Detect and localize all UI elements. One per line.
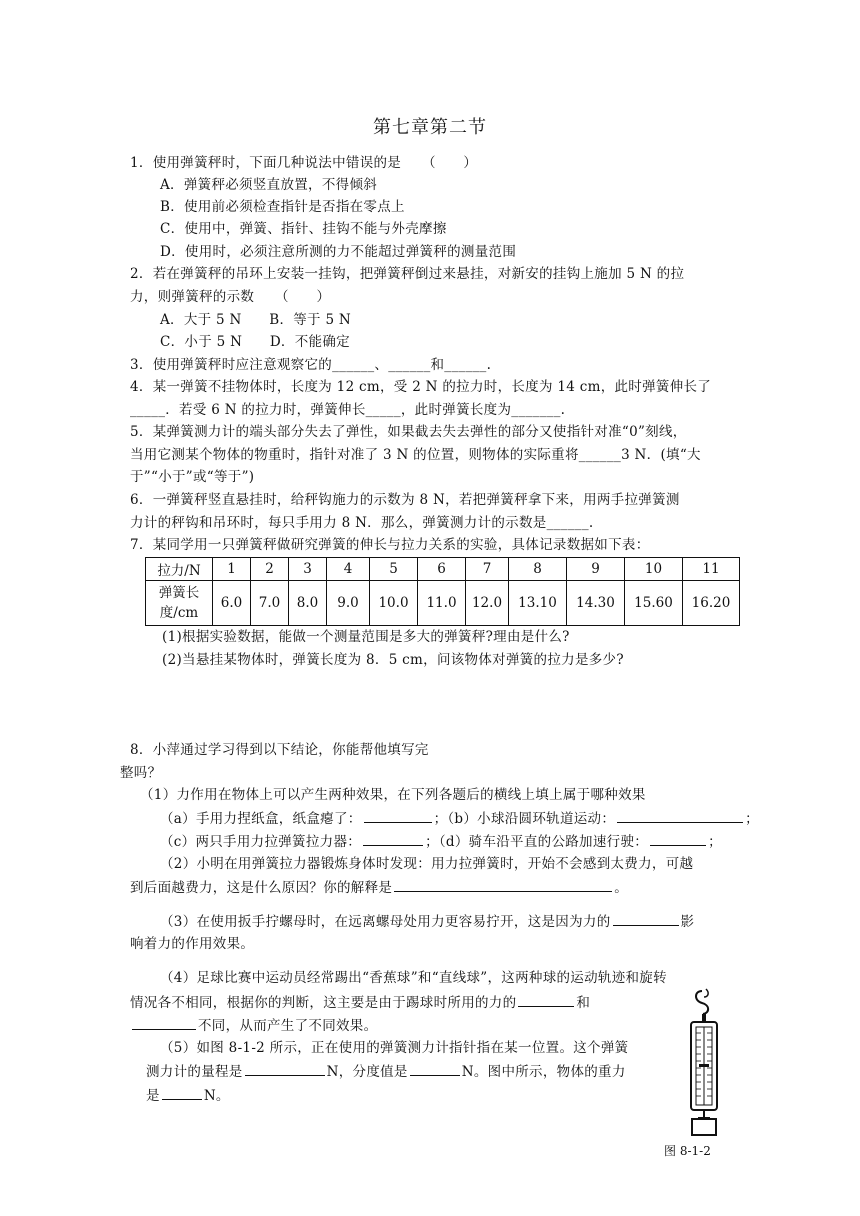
q5-stem-line3: 于”“小于”或“等于”) bbox=[130, 469, 255, 485]
q8-part3-line1 bbox=[160, 912, 694, 931]
table-header-length bbox=[146, 581, 213, 626]
table-cell: 16.20 bbox=[683, 581, 740, 626]
q8-part5-line3 bbox=[146, 1086, 230, 1105]
answer-blank-factor-1[interactable] bbox=[518, 993, 574, 1007]
q8-part3-tail: 影 bbox=[680, 914, 695, 930]
q8-part1: （1）力作用在物体上可以产生两种效果，在下列各题后的横线上填上属于哪种效果 bbox=[140, 787, 646, 803]
q2-options-ab: A．大于 5 N B．等于 5 N bbox=[160, 312, 352, 328]
table-cell: 10 bbox=[625, 558, 683, 581]
q8-part3-line2: 响着力的作用效果。 bbox=[130, 936, 255, 952]
q4-stem-line1: 4．某一弹簧不挂物体时，长度为 12 cm，受 2 N 的拉力时，长度为 14 cm，此时弹簧伸长了 bbox=[130, 379, 712, 395]
q8-part2-line2 bbox=[130, 878, 628, 897]
q8-part2-text: 到后面越费力，这是什么原因？你的解释是 bbox=[130, 880, 393, 896]
table-header-length-b: 度/cm bbox=[159, 605, 199, 621]
q8-part4-line1: （4）足球比赛中运动员经常踢出“香蕉球”和“直线球”，这两种球的运动轨迹和旋转 bbox=[160, 970, 667, 986]
semicolon-text: ； bbox=[708, 834, 722, 850]
table-cell: 2 bbox=[251, 558, 289, 581]
table-cell: 8 bbox=[509, 558, 567, 581]
q8-part5-is-text: 是 bbox=[146, 1088, 160, 1104]
q1-stem: 1．使用弹簧秤时，下面几种说法中错误的是 （ ） bbox=[130, 155, 478, 171]
table-row-force bbox=[146, 558, 740, 581]
table-cell: 1 bbox=[213, 558, 251, 581]
table-cell: 8.0 bbox=[289, 581, 327, 626]
q8-part1-a-text: （a）手用力捏纸盒，纸盒瘪了： bbox=[160, 811, 362, 827]
answer-blank-factor-2[interactable] bbox=[132, 1016, 196, 1030]
q8-part5-division-text: N，分度值是 bbox=[326, 1064, 408, 1080]
q8-part1-ab bbox=[160, 809, 759, 828]
answer-blank-division[interactable] bbox=[410, 1062, 460, 1076]
table-cell: 5 bbox=[370, 558, 418, 581]
table-cell: 14.30 bbox=[567, 581, 625, 626]
q8-part2-line1: （2）小明在用弹簧拉力器锻炼身体时发现：用力拉弹簧时，开始不会感到太费力，可越 bbox=[160, 856, 694, 872]
table-header-force: 拉力/N bbox=[146, 558, 213, 581]
table-row-length bbox=[146, 581, 740, 626]
q2-stem-line1: 2．若在弹簧秤的吊环上安装一挂钩，把弹簧秤倒过来悬挂，对新安的挂钩上施加 5 N 的拉 bbox=[130, 266, 685, 282]
q4-stem-line2: _____．若受 6 N 的拉力时，弹簧伸长_____，此时弹簧长度为_______. bbox=[130, 402, 566, 418]
q1-option-d: D．使用时，必须注意所测的力不能超过弹簧秤的测量范围 bbox=[160, 244, 517, 260]
table-cell: 11.0 bbox=[418, 581, 466, 626]
q8-part5-unit-text: N。 bbox=[203, 1088, 230, 1104]
table-cell: 7.0 bbox=[251, 581, 289, 626]
q8-part3-text: （3）在使用扳手拧螺母时，在远离螺母处用力更容易拧开，这是因为力的 bbox=[160, 914, 611, 930]
weight-block bbox=[692, 1119, 716, 1135]
answer-blank-a[interactable] bbox=[364, 809, 432, 823]
table-cell: 7 bbox=[466, 558, 509, 581]
table-cell: 6 bbox=[418, 558, 466, 581]
q8-part4-and: 和 bbox=[576, 995, 591, 1011]
q8-part4-tail: 不同，从而产生了不同效果。 bbox=[198, 1018, 378, 1034]
answer-blank-range[interactable] bbox=[245, 1062, 325, 1076]
q8-part1-c-text: （c）两只手用力拉弹簧拉力器： bbox=[160, 834, 362, 850]
q8-stem-line1: 8．小萍通过学习得到以下结论，你能帮他填写完 bbox=[130, 742, 429, 758]
q8-stem-line2: 整吗？ bbox=[120, 765, 162, 781]
q8-part5-range-text: 测力计的量程是 bbox=[146, 1064, 243, 1080]
table-cell: 9.0 bbox=[327, 581, 370, 626]
q5-stem-line2: 当用它测某个物体的物重时，指针对准了 3 N 的位置，则物体的实际重将______3 N．(填“大 bbox=[130, 447, 701, 463]
period-text: 。 bbox=[614, 880, 629, 896]
q8-part1-d-text: ；（d）骑车沿平直的公路加速行驶： bbox=[425, 834, 649, 850]
q7-sub1: (1)根据实验数据，能做一个测量范围是多大的弹簧秤?理由是什么? bbox=[162, 629, 570, 645]
answer-blank-d[interactable] bbox=[650, 832, 706, 846]
semicolon-text: ； bbox=[745, 811, 759, 827]
data-table bbox=[145, 557, 740, 626]
q7-stem: 7．某同学用一只弹簧秤做研究弹簧的伸长与拉力关系的实验，具体记录数据如下表： bbox=[130, 537, 650, 553]
page-title: 第七章第二节 bbox=[373, 117, 487, 138]
table-cell: 11 bbox=[683, 558, 740, 581]
table-cell: 9 bbox=[567, 558, 625, 581]
q8-part5-weight-text: N。图中所示，物体的重力 bbox=[461, 1064, 626, 1080]
q6-stem-line1: 6．一弹簧秤竖直悬挂时，给秤钩施力的示数为 8 N，若把弹簧秤拿下来，用两手拉弹簧测 bbox=[130, 492, 680, 508]
pointer-indicator bbox=[699, 1064, 709, 1067]
q8-part1-cd bbox=[160, 832, 722, 851]
q8-part5-line2 bbox=[146, 1062, 626, 1081]
q8-part4-line3 bbox=[130, 1016, 377, 1035]
hook-shank bbox=[702, 1014, 706, 1022]
q8-part5-line1: （5）如图 8-1-2 所示，正在使用的弹簧测力计指针指在某一位置。这个弹簧 bbox=[160, 1040, 629, 1056]
q2-stem-line2: 力，则弹簧秤的示数 （ ） bbox=[130, 289, 331, 305]
q8-part1-b-text: ；（b）小球沿圆环轨道运动： bbox=[433, 811, 616, 827]
table-cell: 15.60 bbox=[625, 581, 683, 626]
table-cell: 3 bbox=[289, 558, 327, 581]
table-cell: 12.0 bbox=[466, 581, 509, 626]
q3-stem: 3．使用弹簧秤时应注意观察它的______、______和______. bbox=[130, 357, 492, 373]
answer-blank-explanation[interactable] bbox=[394, 878, 612, 892]
scale-body bbox=[691, 1022, 717, 1110]
hanging-hook-icon bbox=[696, 989, 708, 1014]
q8-part4-text: 情况各不相同，根据你的判断，这主要是由于踢球时所用的力的 bbox=[130, 995, 517, 1011]
q7-sub2: (2)当悬挂某物体时，弹簧长度为 8．5 cm，问该物体对弹簧的拉力是多少? bbox=[162, 652, 624, 668]
table-cell: 6.0 bbox=[213, 581, 251, 626]
table-cell: 13.10 bbox=[509, 581, 567, 626]
q2-options-cd: C．小于 5 N D．不能确定 bbox=[160, 334, 350, 350]
spring-scale-figure bbox=[680, 987, 732, 1137]
q1-option-c: C．使用中，弹簧、指针、挂钩不能与外壳摩擦 bbox=[160, 221, 447, 237]
answer-blank-b[interactable] bbox=[617, 809, 743, 823]
answer-blank-weight[interactable] bbox=[162, 1086, 202, 1100]
q5-stem-line1: 5．某弹簧测力计的端头部分失去了弹性，如果截去失去弹性的部分又使指针对准“0”刻线， bbox=[130, 424, 687, 440]
table-cell: 10.0 bbox=[370, 581, 418, 626]
q8-part4-line2 bbox=[130, 993, 590, 1012]
q1-option-a: A．弹簧秤必须竖直放置，不得倾斜 bbox=[160, 177, 378, 193]
q1-option-b: B．使用前必须检查指针是否指在零点上 bbox=[160, 199, 405, 215]
q6-stem-line2: 力计的秤钩和吊环时，每只手用力 8 N．那么，弹簧测力计的示数是______. bbox=[130, 515, 594, 531]
answer-blank-c[interactable] bbox=[363, 832, 423, 846]
figure-caption: 图 8-1-2 bbox=[664, 1144, 711, 1158]
answer-blank-force-factor[interactable] bbox=[613, 912, 679, 926]
table-cell: 4 bbox=[327, 558, 370, 581]
table-header-length-a: 弹簧长 bbox=[158, 585, 200, 601]
